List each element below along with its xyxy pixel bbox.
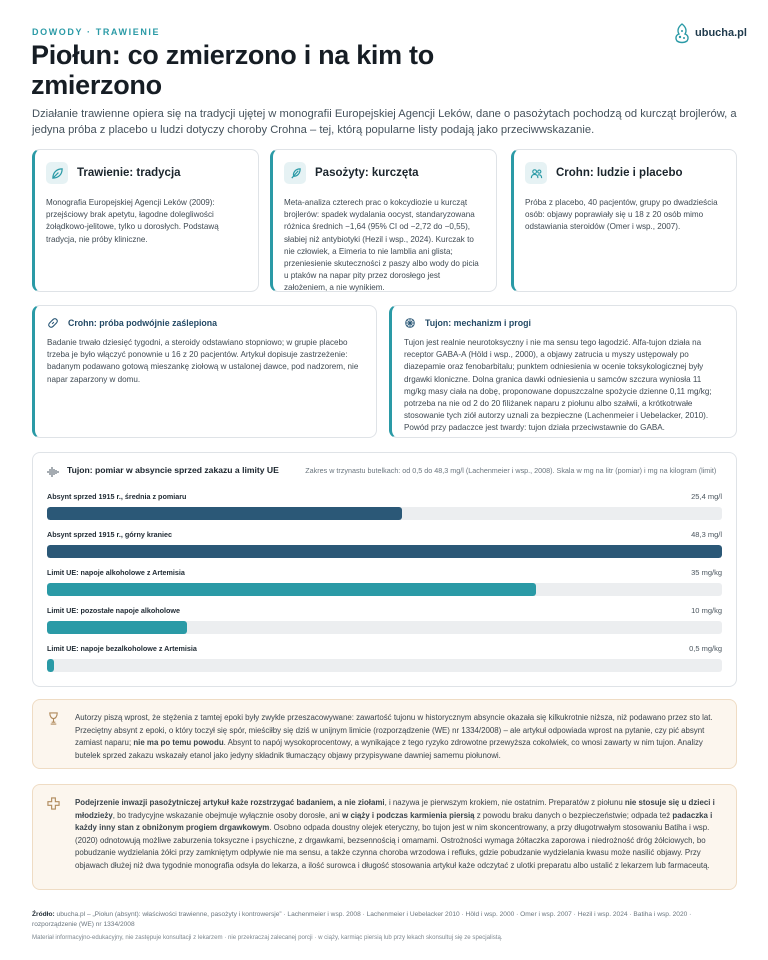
note-text	[75, 712, 722, 762]
card-body: Badanie trwało dziesięć tygodni, a steroidy odstawiano stopniowo; w grupie placebo trzeba je było włączyć ponownie u 16 z 20 pacjentów. Artykuł dopisuje zastrzeżenie: badanym podawano gotową mieszankę ziołową w ustalonej dawce, pod nadzorem, nie napar zaparzony w domu.	[47, 338, 359, 384]
note-segment: , i nazywa je pierwszym krokiem, nie ostatnim. Preparatów z piołunu	[384, 798, 625, 807]
note-segment: . Osobno odpada doustny olejek eteryczny, bo tujon jest w nim skoncentrowany, a przy długotrwałym stosowaniu Batiha i wsp. (2020) odnotowują możliwe zaburzenia toksyczne i psychiczne, z drgawkami, bezsennością i omamami. Ostrożności wymaga żółtaczka zaporowa i niedrożność dróg żółciowych, bo pobudzanie wydzielania żółci przy zamkniętym odpływie nie ma sensu, a także czynna choroba wrzodowa i refluks, gdzie pobudzanie wydzielania kwasu może nasilić objawy. Przy objawach dłużej niż dwa tygodnie monografia odsyła do lekarza, a ilość surowca i długość stosowania artykuł każe odczytać z ulotki preparatu albo ustalić z lekarzem lub farmaceutą.	[75, 823, 710, 870]
note-emphasis: Podejrzenie inwazji pasożytniczej artykuł każe rozstrzygać badaniem, a nie ziołami	[75, 798, 385, 807]
bar-track	[47, 545, 722, 558]
card-thujone	[389, 305, 737, 438]
link-icon	[47, 317, 59, 329]
note-segment: , bo tradycyjne wskazanie obejmuje wyłącznie osoby dorosłe, ani	[112, 810, 343, 820]
goblet-icon	[47, 712, 60, 725]
note-emphasis: w ciąży i podczas karmienia piersią	[342, 810, 475, 820]
source-text: ubucha.pl – „Piołun (absynt): właściwości trawienne, pasożyty i kontrowersje” · Lachenmeier i wsp. 2008 · Lachenmeier i Uebelacker 2010 · Höld i wsp. 2000 · Omer i wsp. 2007 · Hezil i wsp. 2024 · Batiha i wsp. 2020 · rozporządzenie (WE) nr 1334/2008	[32, 911, 692, 928]
thujone-chart	[32, 452, 737, 687]
card-title: Crohn: ludzie i placebo	[556, 167, 683, 179]
note-segment: . Absynt to napój wysokoprocentowy, a wynikające z tego ryzyko zdrowotne przewyższa cokolwiek, co wnosi zawarty w nim tujon. Analizy butelek sprzed zakazu wskazały etanol jako jedyny składnik tłumaczący objawy przypisywane dawniej samemu piołunowi.	[75, 738, 703, 760]
bar-value-label: 0,5 mg/kg	[689, 644, 722, 653]
leaf-icon	[46, 162, 68, 184]
bar-value-label: 10 mg/kg	[691, 606, 722, 615]
bar	[47, 659, 54, 672]
note-emphasis: padaczka i każdy inny stan z obniżonym progiem drgawkowym	[75, 810, 713, 833]
safety-note	[32, 784, 737, 890]
card-body: Próba z placebo, 40 pacjentów, grupy po dwadzieścia osób: objawy poprawiały się u 18 z 20 osób mimo odstawiania steroidów (Omer i wsp., 2007).	[525, 198, 718, 232]
bar-track	[47, 583, 722, 596]
note-segment: z powodu braku danych o bezpieczeństwie; odpada też	[474, 810, 673, 820]
feather-icon	[284, 162, 306, 184]
note-text	[75, 797, 722, 873]
bar-row	[47, 568, 722, 606]
bar-row	[47, 644, 722, 682]
absinthe-note	[32, 699, 737, 769]
bar-label: Absynt sprzed 1915 r., średnia z pomiaru	[47, 492, 187, 501]
note-segment: Autorzy piszą wprost, że stężenia z tamtej epoki były zwykle przeszacowywane: zawartość tujonu w historycznym absyncie okazała się kilkukrotnie niższa, niż podawano przez sto lat. Przeciętny absynt z epoki, o który toczył się spór, mieściłby się dziś w unijnym limicie (rozporządzenie (WE) nr 1334/2008) – ale artykuł odpowiada wprost na pytanie, czy pić absynt zamiast naparu;	[75, 713, 713, 748]
chart-title: Tujon: pomiar w absyncie sprzed zakazu a limity UE	[67, 465, 279, 475]
note-emphasis: nie stosuje się u dzieci i młodzieży	[75, 798, 715, 820]
card-title: Pasożyty: kurczęta	[315, 167, 419, 179]
card-body: Monografia Europejskiej Agencji Leków (2009): przejściowy brak apetytu, łagodne dolegliwości żołądkowo‑jelitowe, tylko u dorosłych. Podstawą tradycja, nie próby kliniczne.	[46, 198, 219, 244]
bar	[47, 583, 536, 596]
medical-cross-icon	[47, 797, 60, 810]
bar	[47, 545, 722, 558]
bar-value-label: 35 mg/kg	[691, 568, 722, 577]
bar-row	[47, 492, 722, 530]
disclaimer: Materiał informacyjno-edukacyjny, nie zastępuje konsultacji z lekarzem · nie przekraczaj zalecanej porcji · w ciąży, karmiąc piersią lub przy lekach skonsultuj się ze specjalistą.	[32, 934, 503, 941]
bar-row	[47, 530, 722, 568]
bar-track	[47, 659, 722, 672]
footer-sources	[32, 910, 737, 929]
intro-text: Działanie trawienne opiera się na tradycji ujętej w monografii Europejskiej Agencji Leków, dane o pasożytach pochodzą od kurcząt brojlerów, a jedyna próba z placebo u ludzi dotyczy choroby Crohna – tej, którą popularne listy podają jako przeciwwskazanie.	[32, 108, 737, 136]
card-crohn-placebo	[511, 149, 737, 292]
bar-track	[47, 507, 722, 520]
bar-label: Absynt sprzed 1915 r., górny kraniec	[47, 530, 173, 539]
brain-icon	[404, 317, 416, 329]
card-title: Trawienie: tradycja	[77, 167, 181, 179]
eyebrow: DOWODY · TRAWIENIE	[32, 27, 161, 37]
bar	[47, 507, 402, 520]
kombucha-logo-icon	[673, 22, 691, 44]
bar-label: Limit UE: napoje alkoholowe z Artemisia	[47, 568, 185, 577]
logo[interactable]	[673, 22, 747, 44]
card-crohn-double-blind	[32, 305, 377, 438]
bar-label: Limit UE: napoje bezalkoholowe z Artemisia	[47, 644, 197, 653]
card-body: Tujon jest realnie neurotoksyczny i nie ma sensu tego łagodzić. Alfa‑tujon działa na receptor GABA‑A (Höld i wsp., 2000), a objawy zatrucia u myszy ustępowały po diazepamie oraz fenobarbitalu; punktem odniesienia w ocenie toksykologicznej były drgawki kloniczne. Dolna granica dawki odniesienia u samców szczura wyniosła 11 mg/kg masy ciała na dobę, proponowane dopuszczalne spożycie dzienne 0,11 mg/kg; potrzeba na nie od 2 do 20 filiżanek naparu z piołunu albo szałwii, a krótkotrwałe stosowanie tych ziół autorzy uznali za bezpieczne (Lachenmeier i Uebelacker, 2010). Powód przy padaczce jest twardy: tujon działa przeciwstawnie do GABA.	[404, 338, 712, 433]
logo-text: ubucha.pl	[695, 27, 747, 39]
bar-value-label: 48,3 mg/l	[691, 530, 722, 539]
bar-value-label: 25,4 mg/l	[691, 492, 722, 501]
bar-label: Limit UE: pozostałe napoje alkoholowe	[47, 606, 180, 615]
chart-subtitle: Zakres w trzynastu butelkach: od 0,5 do 48,3 mg/l (Lachenmeier i wsp., 2008). Skala w mg na litr (pomiar) i mg na kilogram (limit)	[305, 466, 717, 475]
people-icon	[525, 162, 547, 184]
soundwave-icon	[47, 466, 59, 478]
card-body: Meta‑analiza czterech prac o kokcydiozie u kurcząt brojlerów: spadek wydalania oocyst, standaryzowana różnica średnich −1,64 (95% CI od −2,72 do −0,55), słabiej niż antybiotyki (Hezil i wsp., 2024). Kurczak to nie człowiek, a Eimeria to nie lamblia ani glista; przeniesienie skuteczności z paszy albo wody do picia u ptaków na napar pity przez dorosłego jest założeniem, a nie wynikiem.	[284, 198, 479, 293]
page-title: Piołun: co zmierzono i na kim to zmierzono	[31, 40, 434, 100]
card-parasites	[270, 149, 497, 292]
card-digestion	[32, 149, 259, 292]
bar-list	[47, 492, 722, 682]
bar	[47, 621, 187, 634]
card-title: Crohn: próba podwójnie zaślepiona	[68, 318, 218, 328]
bar-row	[47, 606, 722, 644]
card-title: Tujon: mechanizm i progi	[425, 318, 531, 328]
bar-track	[47, 621, 722, 634]
source-label: Źródło:	[32, 911, 55, 918]
note-emphasis: nie ma po temu powodu	[133, 738, 224, 748]
